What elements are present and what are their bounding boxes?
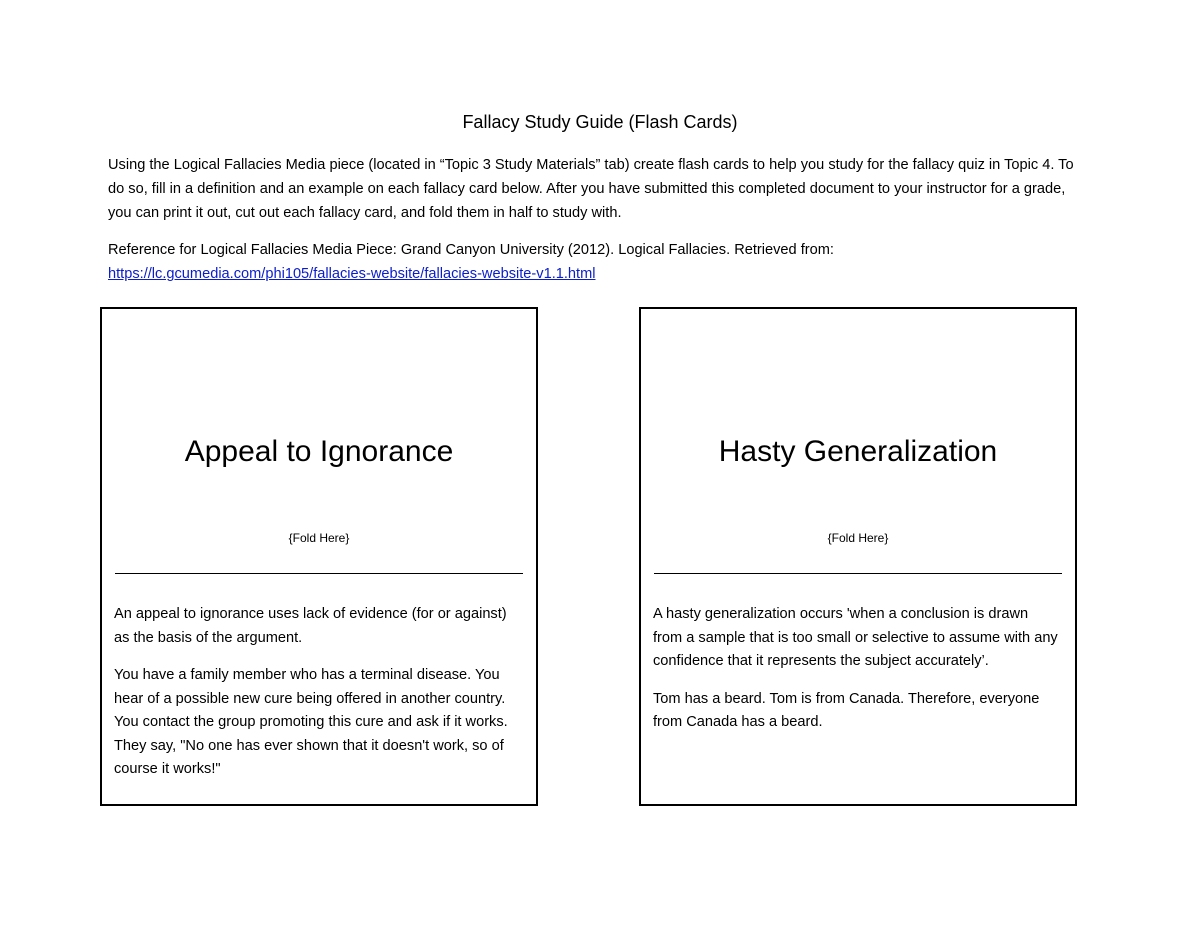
card-example: Tom has a beard. Tom is from Canada. Therefore, everyone from Canada has a beard. xyxy=(653,690,1040,730)
reference-paragraph xyxy=(108,238,1083,286)
card-body xyxy=(653,603,1061,749)
card-body xyxy=(114,603,522,796)
document-title: Fallacy Study Guide (Flash Cards) xyxy=(462,112,738,132)
card-title: Hasty Generalization xyxy=(718,435,998,468)
fold-label: {Fold Here} xyxy=(288,531,350,545)
card-definition: A hasty generalization occurs 'when a conclusion is drawn from a sample that is too small or selective to assume with any confidence that it represents the subject accurately’. xyxy=(653,606,1058,669)
fold-line xyxy=(115,573,523,574)
fold-line xyxy=(654,573,1062,574)
fold-label: {Fold Here} xyxy=(827,531,889,545)
flash-card-hasty-generalization xyxy=(639,307,1077,806)
card-example: You have a family member who has a terminal disease. You hear of a possible new cure being offered in another country. You contact the group promoting this cure and ask if it works. They say, "No one has ever shown that it doesn't work, so of course it works!" xyxy=(114,667,508,777)
reference-link[interactable]: https://lc.gcumedia.com/phi105/fallacies-website/fallacies-website-v1.1.html xyxy=(108,266,596,282)
card-definition: An appeal to ignorance uses lack of evidence (for or against) as the basis of the argument. xyxy=(114,606,507,646)
reference-text: Reference for Logical Fallacies Media Piece: Grand Canyon University (2012). Logical Fallacies. Retrieved from: xyxy=(108,242,834,258)
flash-card-appeal-to-ignorance xyxy=(100,307,538,806)
intro-paragraph: Using the Logical Fallacies Media piece (located in “Topic 3 Study Materials” tab) create flash cards to help you study for the fallacy quiz in Topic 4. To do so, fill in a definition and an example on each fallacy card below. After you have submitted this completed document to your instructor for a grade, you can print it out, cut out each fallacy card, and fold them in half to study with. xyxy=(108,157,1074,221)
card-title: Appeal to Ignorance xyxy=(184,435,454,468)
